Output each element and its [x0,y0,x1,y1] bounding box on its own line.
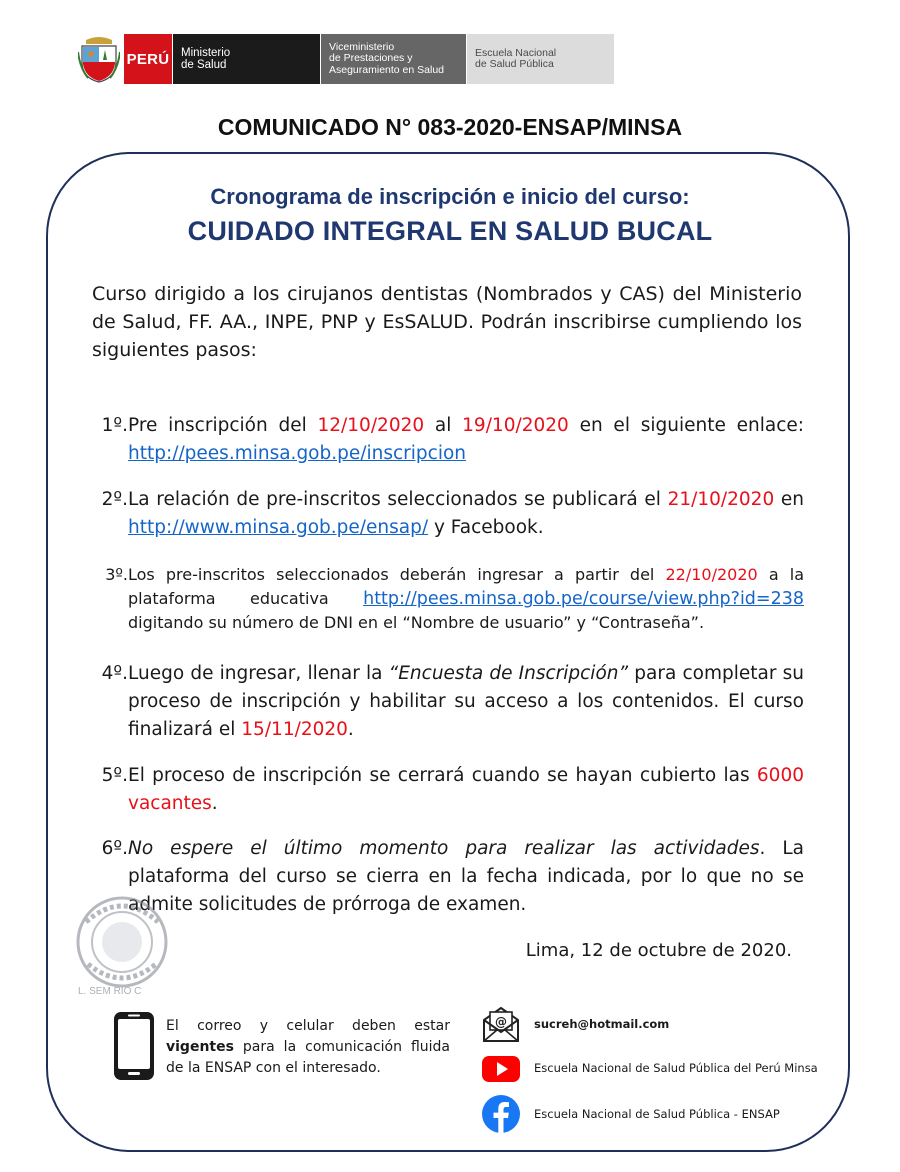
step-text: La relación de pre-inscritos seleccionados se publicará el 21/10/2020 en http://www.minsa.gob.pe/ensap/ y Facebook. [128,489,804,538]
step-text: Los pre-inscritos seleccionados deberán ingresar a partir del 22/10/2020 a la plataforma educativa http://pees.minsa.gob.pe/course/view.php?id=238 digitando su número de DNI en el “Nombre de usuario” y “Contraseña”. [128,565,805,632]
step-text: No espere el último momento para realizar las actividades. La plataforma del curso se cierra en la fecha indicada, por lo que no se admite solicitudes de prórroga de examen. [128,838,805,915]
step-number: 1º. [101,415,128,436]
survey-name: “Encuesta de Inscripción” [388,663,629,684]
step-text: Luego de ingresar, llenar la “Encuesta de Inscripción” para completar su proceso de inscripción y habilitar su acceso a los contenidos. El curso finalizará el 15/11/2020. [128,663,804,740]
school-logo: Escuela Nacional de Salud Pública [466,34,614,84]
youtube-icon [480,1048,522,1088]
registration-link[interactable]: http://pees.minsa.gob.pe/inscripcion [128,443,467,464]
header-logos [78,34,614,84]
step-5 [92,762,804,818]
step-1 [92,412,804,468]
stamp-text: L. SEM RIO C [78,986,142,997]
svg-text:@: @ [495,1015,507,1029]
course-name: CUIDADO INTEGRAL EN SALUD BUCAL [187,216,713,246]
step-4 [92,660,804,744]
step-text: Pre inscripción del 12/10/2020 al 19/10/2020 en el siguiente enlace: http://pees.minsa.gob.pe/inscripcion [128,415,804,464]
youtube-contact [480,1048,818,1088]
date-highlight: 21/10/2020 [667,489,775,510]
step-6 [92,835,804,919]
email-contact [480,1004,669,1044]
facebook-page[interactable]: Escuela Nacional de Salud Pública - ENSAP [534,1107,780,1121]
step-3 [92,563,804,635]
intro-paragraph: Curso dirigido a los cirujanos dentistas (Nombrados y CAS) del Ministerio de Salud, FF. AA., INPE, PNP y EsSALUD. Podrán inscribirse cumpliendo los siguientes pasos: [92,283,802,361]
step-number: 4º. [101,663,128,684]
vice-ministry-logo: Viceministerio de Prestaciones y Aseguramiento en Salud [320,34,466,84]
facebook-icon [480,1094,522,1134]
contact-note: El correo y celular deben estar vigentes para la comunicación fluida de la ENSAP con el interesado. [166,1018,450,1076]
course-platform-link[interactable]: http://pees.minsa.gob.pe/course/view.php?id=238 [363,589,804,609]
date-highlight: 15/11/2020 [241,719,348,740]
vacancies-highlight: 6000 vacantes [128,765,804,814]
email-icon [480,1004,522,1044]
place-and-date: Lima, 12 de octubre de 2020. [525,940,792,961]
step-number: 3º. [105,565,128,584]
step-number: 6º. [101,838,128,859]
facebook-contact [480,1094,780,1134]
mobile-phone-icon [112,1010,156,1082]
step-text: El proceso de inscripción se cerrará cuando se hayan cubierto las 6000 vacantes. [128,765,804,814]
step-number: 2º. [101,489,128,510]
document-title: COMUNICADO N° 083-2020-ENSAP/MINSA [217,114,683,140]
date-highlight: 19/10/2020 [462,415,569,436]
coat-of-arms-icon [78,34,120,84]
step-number: 5º. [101,765,128,786]
step-2 [92,486,804,542]
email-address[interactable]: sucreh@hotmail.com [534,1017,670,1031]
official-stamp-icon [64,892,176,998]
youtube-channel[interactable]: Escuela Nacional de Salud Pública del Perú Minsa [534,1061,818,1075]
schedule-heading: Cronograma de inscripción e inicio del curso: [210,184,690,209]
reminder-text: No espere el último momento para realizar las actividades [128,838,760,859]
ministry-logo: Ministerio de Salud [172,34,320,84]
peru-brand: PERÚ [124,34,172,84]
date-highlight: 12/10/2020 [317,415,425,436]
ensap-link[interactable]: http://www.minsa.gob.pe/ensap/ [128,517,429,538]
date-highlight: 22/10/2020 [665,565,758,584]
